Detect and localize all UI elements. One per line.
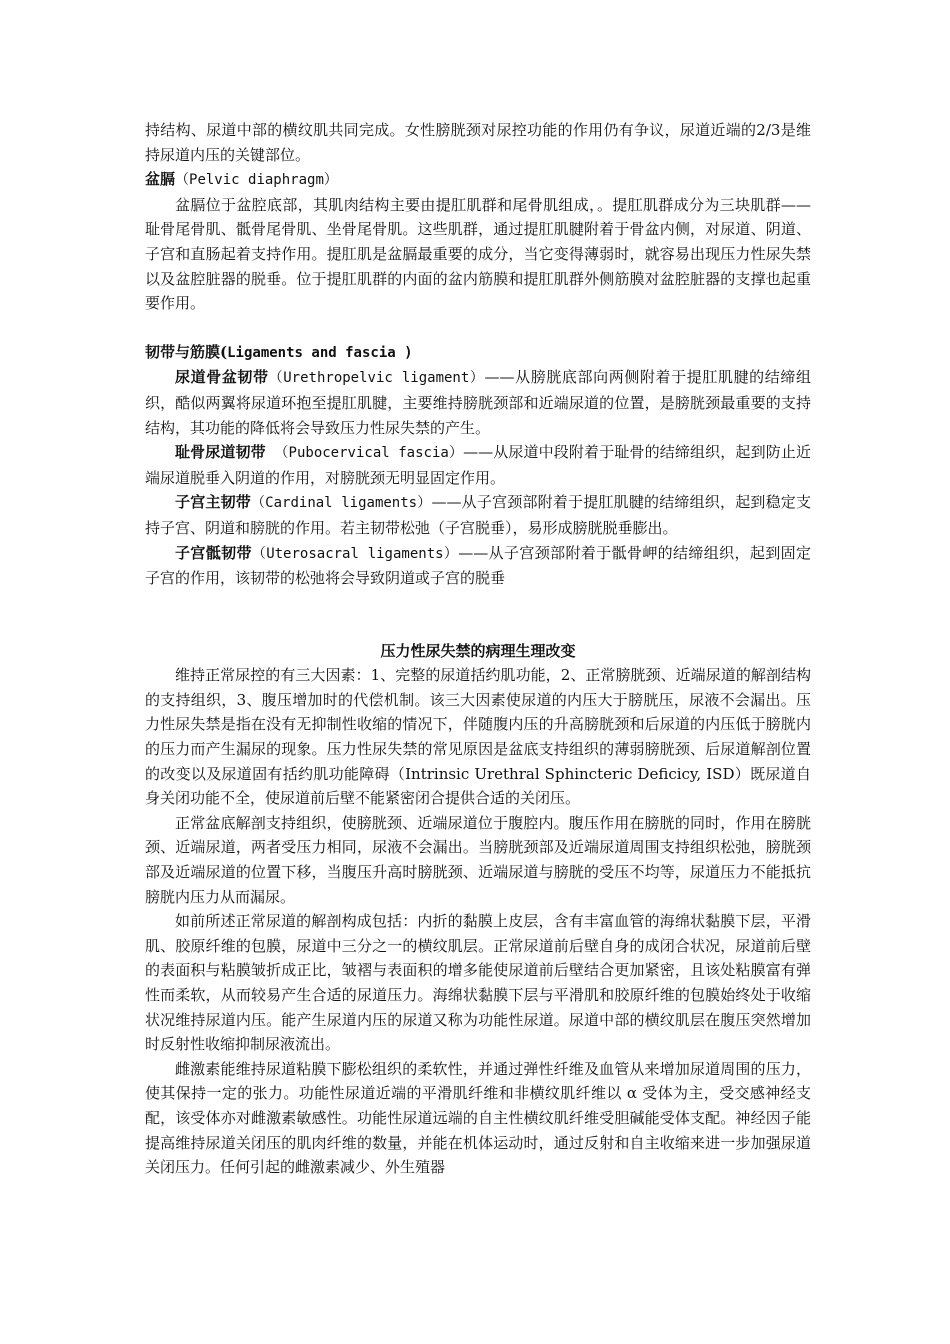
spacer (145, 591, 811, 639)
ligament-term: 耻骨尿道韧带 (175, 443, 266, 462)
ligament-term: 尿道骨盆韧带 (175, 368, 269, 387)
ligament-description: ——从尿道中段附着于耻骨的结缔组织，起到防止近端尿道脱垂入阴道的作用，对膀胱颈无明显固定作用。 (145, 443, 811, 487)
body-paragraph: 如前所述正常尿道的解剖构成包括：内折的黏膜上皮层，含有丰富血管的海绵状黏膜下层，平滑肌、胶原纤维的包膜，尿道中三分之一的横纹肌层。正常尿道前后壁自身的成闭合状况，尿道前后壁的表面积与粘膜皱折成正比，皱褶与表面积的增多能使尿道前后壁结合更加紧密，且该处粘膜富有弹性而柔软，从而较易产生合适的尿道压力。海绵状黏膜下层与平滑肌和胶原纤维的包膜始终处于收缩状况维持尿道内压。能产生尿道内压的尿道又称为功能性尿道。尿道中部的横纹肌层在腹压突然增加时反射性收缩抑制尿液流出。 (145, 912, 811, 1054)
ligament-term: 子宫主韧带 (175, 493, 251, 512)
intro-paragraph: 持结构、尿道中部的横纹肌共同完成。女性膀胱颈对尿控功能的作用仍有争议，尿道近端的2/3是维持尿道内压的关键部位。 (145, 121, 811, 164)
ligament-item (145, 541, 811, 591)
ligament-description: ——从膀胱底部向两侧附着于提肛肌腱的结缔组织，酷似两翼将尿道环抱至提肛肌腱，主要维持膀胱颈部和近端尿道的位置，是膀胱颈最重要的支持结构，其功能的降低将会导致压力性尿失禁的产生。 (145, 368, 811, 437)
body-paragraph: 雌激素能维持尿道粘膜下膨松组织的柔软性，并通过弹性纤维及血管从来增加尿道周围的压力，使其保持一定的张力。功能性尿道近端的平滑肌纤维和非横纹肌纤维以 α 受体为主，受交感神经支配，该受体亦对雌激素敏感性。功能性尿道远端的自主性横纹肌纤维受胆碱能受体支配。神经因子能提高维持尿道关闭压的肌肉纤维的数量，并能在机体运动时，通过反射和自主收缩来进一步加强尿道关闭压力。任何引起的雌激素减少、外生殖器 (145, 1059, 811, 1177)
ligament-item (145, 440, 811, 490)
body-paragraph: 正常盆底解剖支持组织，使膀胱颈、近端尿道位于腹腔内。腹压作用在膀胱的同时，作用在膀胱颈、近端尿道，两者受压力相同，尿液不会漏出。当膀胱颈部及近端尿道周围支持组织松弛，膀胱颈部及近端尿道的位置下移，当腹压升高时膀胱颈、近端尿道与膀胱的受压不均等，尿道压力不能抵抗膀胱内压力从而漏尿。 (145, 813, 811, 906)
ligament-item (145, 490, 811, 540)
ligament-description: ——从子宫颈部附着于骶骨岬的结缔组织，起到固定子宫的作用，该韧带的松弛将会导致阴道或子宫的脱垂 (145, 543, 811, 588)
ligament-term-en: （Cardinal ligaments） (250, 495, 432, 512)
pelvic-diaphragm-heading-zh: 盆膈 (145, 170, 176, 189)
body-paragraph: 维持正常尿控的有三大因素：1、完整的尿道括约肌功能，2、正常膀胱颈、近端尿道的解剖结构的支持组织，3、腹压增加时的代偿机制。该三大因素使尿道的内压大于膀胱压，尿液不会漏出。压力性尿失禁是指在没有无抑制性收缩的情况下，伴随腹内压的升高膀胱颈和后尿道的内压低于膀胱内的压力而产生漏尿的现象。压力性尿失禁的常见原因是盆底支持组织的薄弱膀胱颈、后尿道解剖位置的改变以及尿道固有括约肌功能障碍（Intrinsic Urethral Sphincteric Deficicy, ISD）既尿道自身关闭功能不全，使尿道前后壁不能紧密闭合提供合适的关闭压。 (145, 666, 811, 808)
ligament-item (145, 365, 811, 440)
ligament-term-en: （Urethropelvic ligament） (268, 370, 485, 387)
ligament-term-en: （Pubocervical fascia） (265, 445, 464, 462)
document-page (145, 118, 811, 1180)
ligaments-heading (145, 340, 811, 366)
pelvic-diaphragm-heading (145, 167, 811, 193)
pelvic-diaphragm-heading-en: （Pelvic diaphragm） (175, 172, 338, 189)
ligament-description: ——从子宫颈部附着于提肛肌腱的结缔组织，起到稳定支持子宫、阴道和膀胱的作用。若主韧带松弛（子宫脱垂），易形成膀胱脱垂膨出。 (145, 493, 811, 537)
ligaments-heading-zh: 韧带与筋膜( (145, 342, 228, 361)
ligament-term: 子宫骶韧带 (175, 543, 252, 562)
ligament-term-en: （Uterosacral ligaments） (251, 545, 459, 562)
pelvic-diaphragm-paragraph: 盆膈位于盆腔底部，其肌肉结构主要由提肛肌群和尾骨肌组成，。提肛肌群成分为三块肌群——耻骨尾骨肌、骶骨尾骨肌、坐骨尾骨肌。这些肌群，通过提肛肌腱附着于骨盆内侧，对尿道、阴道、子宫和直肠起着支持作用。提肛肌是盆膈最重要的成分，当它变得薄弱时，就容易出现压力性尿失禁以及盆腔脏器的脱垂。位于提肛肌群的内面的盆内筋膜和提肛肌群外侧筋膜对盆腔脏器的支撑也起重要作用。 (145, 195, 811, 313)
spacer (145, 316, 811, 340)
section-title: 压力性尿失禁的病理生理改变 (380, 641, 576, 660)
ligaments-heading-en: Ligaments and fascia ) (227, 344, 413, 361)
